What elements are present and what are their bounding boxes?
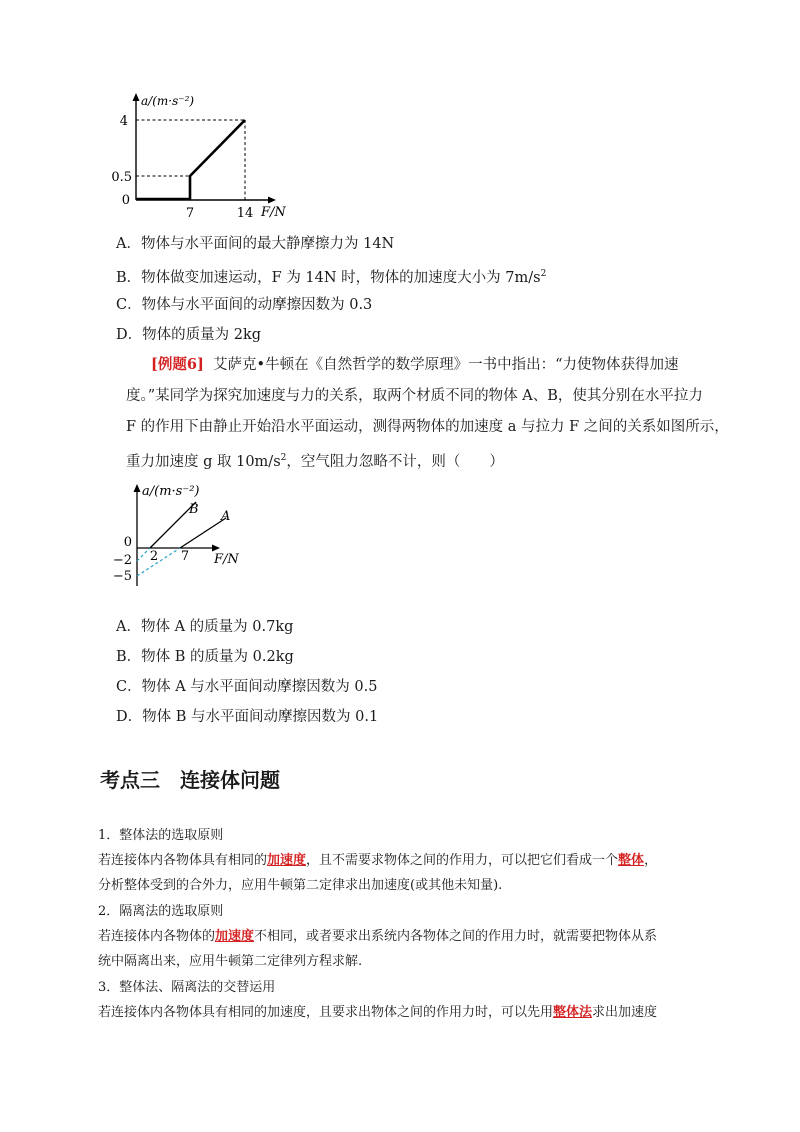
chart-2-line-a-extension — [137, 548, 180, 576]
example6-line2: 度。”某同学为探究加速度与力的关系，取两个材质不同的物体 A、B，使其分别在水平拉力 — [126, 388, 703, 404]
chart-2-ytick-m5: −5 — [112, 569, 132, 584]
chart-2-series-b-label: B — [189, 502, 199, 517]
q2-option-a: A．物体 A 的质量为 0.7kg — [116, 619, 294, 635]
q2-option-d: D．物体 B 与水平面间动摩擦因数为 0.1 — [116, 709, 379, 725]
method-para-1-line1: 若连接体内各物体具有相同的加速度，且不需要求物体之间的作用力，可以把它们看成一个整体， — [98, 853, 658, 868]
chart-1-xlabel: F/N — [261, 205, 286, 220]
q1-option-a: A．物体与水平面间的最大静摩擦力为 14N — [116, 236, 395, 252]
method-para-3-line1: 若连接体内各物体具有相同的加速度，且要求出物体之间的作用力时，可以先用整体法求出加速度 — [98, 1005, 658, 1020]
chart-2-ytick-m2: −2 — [112, 553, 132, 568]
chart-1-ytick-05: 0.5 — [111, 170, 132, 185]
chart-1-ytick-4: 4 — [119, 114, 128, 129]
chart-1-xtick-7: 7 — [185, 206, 195, 220]
chart-2-line-b-extension — [137, 548, 150, 561]
chart-1-line — [136, 120, 245, 199]
example6-line1: [例题6] 艾萨克•牛顿在《自然哲学的数学原理》一书中指出：“力使物体获得加速 — [151, 356, 679, 373]
q1-option-b: B．物体做变加速运动，F 为 14N 时，物体的加速度大小为 $7m/s^2$ — [116, 269, 547, 286]
chart-1-ytick-0: 0 — [121, 193, 130, 208]
q1-option-c: C．物体与水平面间的动摩擦因数为 0.3 — [116, 297, 373, 313]
chart-2-ytick-0: 0 — [123, 535, 132, 550]
method-para-1-line2: 分析整体受到的合外力，应用牛顿第二定律求出加速度(或其他未知量). — [98, 878, 503, 893]
chart-2-ylabel: a/(m·s⁻²) — [142, 484, 200, 499]
chart-2-xtick-2: 2 — [149, 549, 159, 564]
q1-option-d: D．物体的质量为 2kg — [116, 327, 262, 343]
q2-option-b: B．物体 B 的质量为 0.2kg — [116, 649, 294, 665]
chart-2-series-a-label: A — [221, 509, 231, 524]
method-heading-3: 3．整体法、隔离法的交替运用 — [98, 980, 276, 995]
chart-1-xtick-14: 14 — [236, 206, 254, 220]
chart-2-xlabel: F/N — [214, 552, 239, 567]
example6-line3: F 的作用下由静止开始沿水平面运动，测得两物体的加速度 a 与拉力 F 之间的关系如图所示， — [126, 419, 729, 435]
chart-2-xtick-7: 7 — [180, 549, 190, 564]
example6-tag: [例题6] — [151, 356, 204, 373]
example6-line4: 重力加速度 g 取 $10m/s^2$，空气阻力忽略不计，则（ ） — [126, 453, 504, 470]
method-heading-1: 1．整体法的选取原则 — [98, 828, 224, 843]
method-heading-2: 2．隔离法的选取原则 — [98, 904, 224, 919]
chart-1 — [110, 88, 300, 220]
chart-2 — [110, 478, 250, 590]
chart-2-line-a — [180, 518, 226, 548]
method-para-2-line1: 若连接体内各物体的加速度不相同，或者要求出系统内各物体之间的作用力时，就需要把物体从系 — [98, 929, 658, 944]
method-para-2-line2: 统中隔离出来，应用牛顿第二定律列方程求解. — [98, 954, 363, 969]
chart-1-ylabel: a/(m·s⁻²) — [141, 94, 195, 108]
section-title: 考点三 连接体问题 — [100, 768, 280, 792]
q2-option-c: C．物体 A 与水平面间动摩擦因数为 0.5 — [116, 679, 378, 695]
